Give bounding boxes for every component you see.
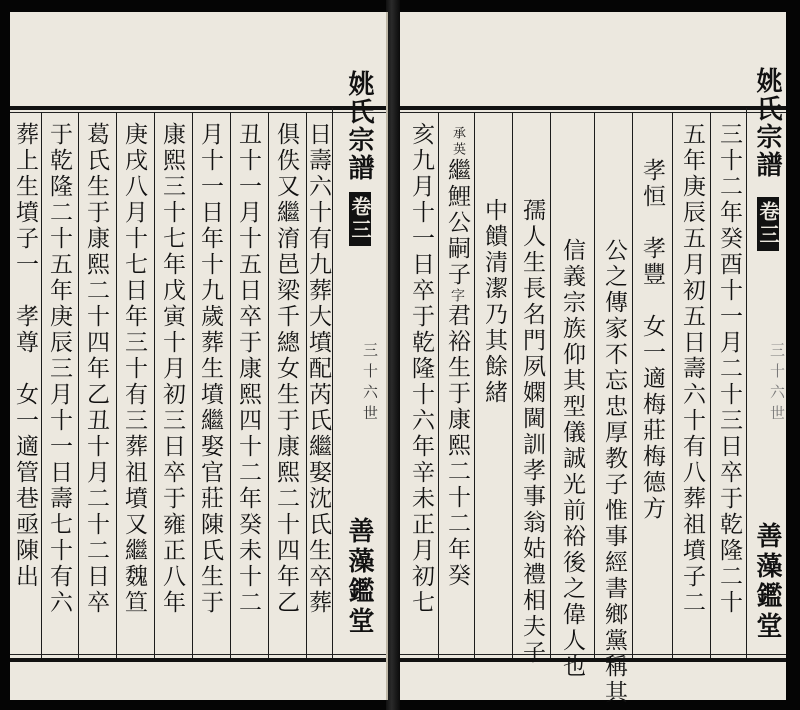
text-column: 庚戌八月十七日年三十有三葬祖墳又繼魏笪 [121, 122, 147, 616]
column-rule [268, 112, 269, 658]
column-rule [41, 112, 42, 658]
column-rule [78, 112, 79, 658]
margin-juan: 卷三 [757, 197, 779, 251]
column-rule [438, 112, 439, 658]
press-name: 善藻鑑堂 [344, 517, 374, 637]
text-column: 中饋清潔乃其餘緒 [481, 198, 507, 406]
top-border [400, 106, 786, 110]
book-gutter [386, 0, 400, 710]
column-rule [512, 112, 513, 658]
top-border [10, 106, 386, 110]
top-border-inner [10, 112, 386, 113]
text-column: 五年庚辰五月初五日壽六十有八葬祖墳子二 [679, 122, 705, 616]
text-column: 孝恒 孝豐 女一適梅莊梅德方 [639, 158, 665, 522]
column-rule [594, 112, 595, 658]
text-column: 月十一日年十九歲葬生墳繼娶官莊陳氏生于 [197, 122, 223, 616]
text-column: 葛氏生于康熙二十四年乙丑十月二十二日卒 [83, 122, 109, 616]
text-column: 丑十一月十五日卒于康熙四十二年癸未十二 [235, 122, 261, 616]
margin-title: 姚氏宗譜 [344, 70, 374, 182]
heir-text: 繼鯉公嗣子 [444, 158, 470, 288]
text-column: 康熙三十七年戊寅十月初三日卒于雍正八年 [159, 122, 185, 616]
bottom-border-inner [400, 654, 786, 655]
margin-rule [746, 108, 747, 658]
column-rule [710, 112, 711, 658]
text-column: 公之傳家不忘忠厚教子惟事經書鄉黨稱其 [601, 238, 627, 706]
text-column: 孺人生長名門夙嫻閫訓孝事翁姑禮相夫子 [519, 198, 545, 666]
column-rule [192, 112, 193, 658]
text-column-compound [442, 126, 472, 589]
top-border-inner [400, 112, 786, 113]
text-column: 信義宗族仰其型儀誠光前裕後之偉人也 [559, 238, 585, 680]
margin-juan: 卷三 [349, 192, 371, 246]
right-page [400, 12, 786, 706]
birth-text: 君裕生于康熙二十二年癸 [444, 303, 470, 589]
column-rule [230, 112, 231, 658]
column-rule [672, 112, 673, 658]
column-rule [154, 112, 155, 658]
column-rule [550, 112, 551, 658]
left-page [10, 12, 388, 700]
bottom-border [400, 658, 786, 662]
given-name-small: 承英 [450, 126, 465, 158]
column-rule [474, 112, 475, 658]
text-column: 亥九月十一日卒于乾隆十六年辛未正月初七 [408, 122, 434, 616]
gloss-text: 字 [449, 288, 465, 303]
bottom-border [10, 658, 386, 662]
column-rule [632, 112, 633, 658]
text-column: 三十二年癸酉十一月二十三日卒于乾隆二十 [716, 122, 742, 616]
generation-label: 三十六世 [768, 342, 786, 426]
bottom-border-inner [10, 654, 386, 655]
text-column: 俱佚又繼淯邑梁千總女生于康熙二十四年乙 [273, 122, 299, 616]
margin-title: 姚氏宗譜 [752, 67, 782, 179]
text-column: 葬上生墳子一 孝尊 女一適管巷亟陳出 [12, 122, 38, 590]
generation-label: 三十六世 [361, 342, 379, 426]
press-name: 善藻鑑堂 [752, 522, 782, 642]
column-rule [116, 112, 117, 658]
text-column: 日壽六十有九葬大墳配芮氏繼娶沈氏生卒葬 [305, 122, 331, 616]
text-column: 于乾隆二十五年庚辰三月十一日壽七十有六 [46, 122, 72, 616]
